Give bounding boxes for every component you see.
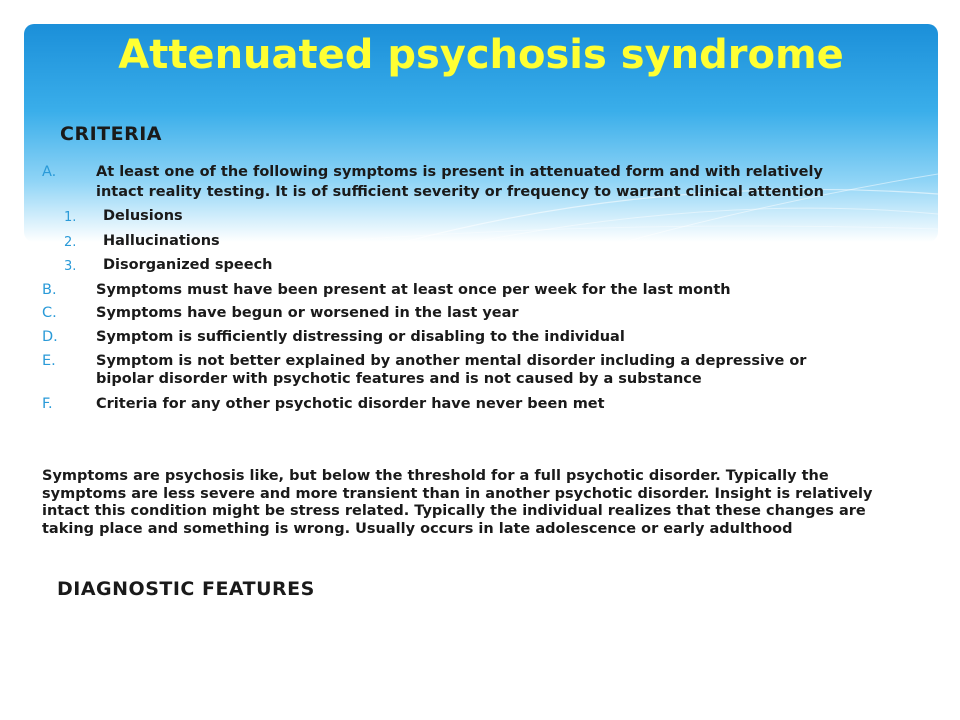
criterion-text-line1: At least one of the following symptoms is present in attenuated form and with relatively bbox=[96, 164, 823, 180]
criterion-marker: F. bbox=[42, 396, 53, 412]
criterion-text-line1: Symptom is sufficiently distressing or disabling to the individual bbox=[96, 329, 625, 345]
symptom-marker: 1. bbox=[64, 210, 77, 225]
criterion-b bbox=[0, 282, 900, 302]
diagnostic-features-heading: DIAGNOSTIC FEATURES bbox=[57, 578, 315, 600]
criterion-e bbox=[0, 353, 900, 393]
criterion-text-line2: bipolar disorder with psychotic features and is not caused by a substance bbox=[96, 371, 702, 387]
symptom-item bbox=[0, 208, 400, 228]
criterion-marker: A. bbox=[42, 164, 57, 180]
criterion-marker: D. bbox=[42, 329, 58, 345]
criterion-marker: E. bbox=[42, 353, 56, 369]
symptom-marker: 2. bbox=[64, 235, 77, 250]
criterion-text-line2: intact reality testing. It is of sufficient severity or frequency to warrant clinical attention bbox=[96, 184, 824, 200]
criterion-c bbox=[0, 305, 900, 325]
symptom-item bbox=[0, 257, 400, 277]
criterion-d bbox=[0, 329, 900, 349]
symptom-item bbox=[0, 233, 400, 253]
slide-title: Attenuated psychosis syndrome bbox=[118, 32, 844, 78]
symptom-marker: 3. bbox=[64, 259, 77, 274]
criterion-f bbox=[0, 396, 900, 416]
criterion-text-line1: Symptom is not better explained by another mental disorder including a depressive or bbox=[96, 353, 807, 369]
summary-paragraph: Symptoms are psychosis like, but below the threshold for a full psychotic disorder. Typically the symptoms are less severe and more transient than in another psychotic disorder. Insight is relatively intact this condition might be stress related. Typically the individual realizes that these changes are taking place and something is wrong. Usually occurs in late adolescence or early adulthood bbox=[42, 468, 873, 537]
criterion-marker: C. bbox=[42, 305, 57, 321]
criteria-heading: CRITERIA bbox=[60, 123, 162, 145]
criterion-text-line1: Symptoms have begun or worsened in the last year bbox=[96, 305, 519, 321]
symptom-text: Delusions bbox=[103, 208, 183, 224]
criterion-marker: B. bbox=[42, 282, 57, 298]
symptom-text: Disorganized speech bbox=[103, 257, 273, 273]
symptom-text: Hallucinations bbox=[103, 233, 220, 249]
criterion-text-line1: Criteria for any other psychotic disorder have never been met bbox=[96, 396, 605, 412]
criterion-a bbox=[0, 164, 900, 204]
criterion-text-line1: Symptoms must have been present at least once per week for the last month bbox=[96, 282, 731, 298]
